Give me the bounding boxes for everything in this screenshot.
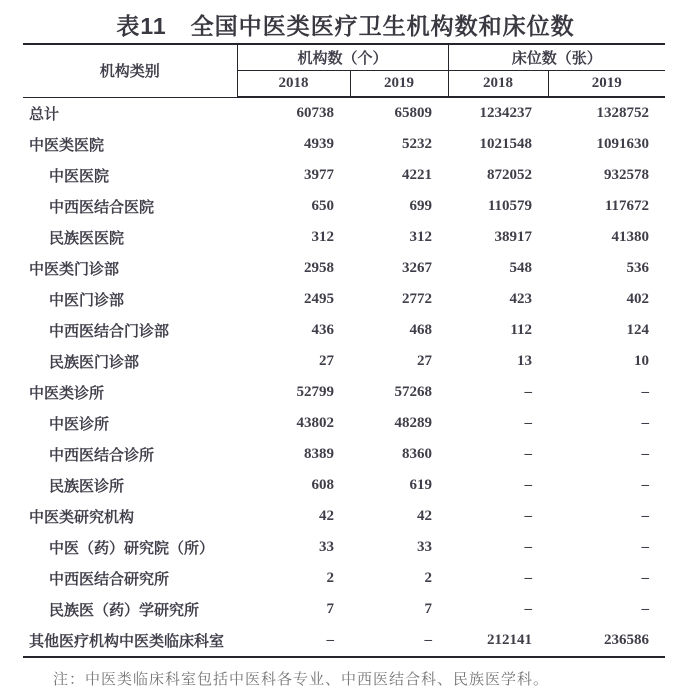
row-label: 中医（药）研究院（所） [49, 540, 215, 557]
table-row [23, 501, 665, 532]
table-row [23, 532, 665, 563]
header-group-row [23, 44, 665, 71]
cell-value: 4939 [304, 136, 334, 152]
table-row [23, 97, 665, 129]
row-label: 中医类诊所 [29, 385, 105, 402]
table-row [23, 284, 665, 315]
cell-value: – [424, 632, 433, 648]
row-label: 中医类研究机构 [29, 509, 135, 526]
row-label: 中西医结合医院 [49, 199, 155, 216]
cell-value: 27 [417, 353, 433, 369]
row-label: 中医类医院 [29, 137, 105, 154]
row-label: 中西医结合研究所 [49, 571, 170, 588]
cell-value: – [641, 539, 650, 555]
cell-value: 1091630 [596, 136, 650, 152]
statistics-table [23, 43, 665, 658]
cell-value: 872052 [487, 167, 533, 183]
cell-value: 2 [424, 570, 433, 586]
table-row [23, 346, 665, 377]
row-label: 中医医院 [49, 168, 110, 185]
cell-value: 8389 [304, 446, 334, 462]
cell-value: – [641, 601, 650, 617]
cell-value: 60738 [296, 105, 334, 121]
cell-value: 41380 [611, 229, 650, 245]
table-row [23, 222, 665, 253]
table-row [23, 315, 665, 346]
cell-value: 33 [417, 539, 433, 555]
table-row [23, 129, 665, 160]
cell-value: – [641, 415, 650, 431]
footnote: 注：中医类临床科室包括中医科各专业、中西医结合科、民族医学科。 [53, 672, 550, 688]
cell-value: 33 [319, 539, 334, 555]
row-label: 中医类门诊部 [29, 261, 120, 278]
table-row [23, 191, 665, 222]
row-label: 民族医门诊部 [49, 354, 140, 371]
cell-value: – [326, 632, 334, 648]
cell-value: 402 [626, 291, 650, 307]
cell-value: 65809 [394, 105, 433, 121]
cell-value: – [641, 384, 650, 400]
cell-value: 110579 [487, 198, 533, 214]
cell-value: – [641, 446, 650, 462]
cell-value: 48289 [394, 415, 433, 431]
cell-value: 1328752 [596, 105, 650, 121]
cell-value: 2958 [304, 260, 334, 276]
cell-value: 619 [409, 477, 433, 493]
cell-value: 3267 [402, 260, 433, 276]
cell-value: 536 [626, 260, 650, 276]
cell-value: 7 [326, 601, 334, 617]
cell-value: 43802 [296, 415, 334, 431]
cell-value: 436 [311, 322, 334, 338]
cell-value: 57268 [394, 384, 433, 400]
cell-value: 1021548 [479, 136, 533, 152]
row-label: 民族医医院 [49, 230, 125, 247]
cell-value: 7 [424, 601, 433, 617]
cell-value: 312 [311, 229, 334, 245]
cell-value: 699 [409, 198, 433, 214]
cell-value: 4221 [402, 167, 433, 183]
cell-value: 117672 [604, 198, 650, 214]
cell-value: – [524, 601, 533, 617]
cell-value: – [524, 570, 533, 586]
cell-value: 124 [626, 322, 650, 338]
table-row [23, 470, 665, 501]
table-row [23, 253, 665, 284]
table-row [23, 563, 665, 594]
cell-value: 3977 [304, 167, 334, 183]
cell-value: 27 [319, 353, 334, 369]
cell-value: 2 [326, 570, 334, 586]
cell-value: – [641, 570, 650, 586]
row-label: 民族医（药）学研究所 [49, 602, 200, 619]
year-header: 2018 [448, 71, 548, 98]
year-header: 2019 [548, 71, 665, 98]
cell-value: 608 [311, 477, 334, 493]
cell-value: 8360 [402, 446, 433, 462]
table-row [23, 160, 665, 191]
cell-value: – [641, 477, 650, 493]
cell-value: 42 [319, 508, 334, 524]
row-label: 中医诊所 [49, 416, 110, 433]
cell-value: 236586 [604, 632, 650, 648]
table-header [23, 44, 665, 97]
category-header-cell: 机构类别 [23, 44, 237, 97]
cell-value: – [524, 539, 533, 555]
cell-value: 548 [509, 260, 533, 276]
beds-group-header: 床位数（张） [448, 44, 665, 71]
table-row [23, 408, 665, 439]
cell-value: 312 [409, 229, 433, 245]
year-header: 2018 [237, 71, 350, 98]
cell-value: 212141 [487, 632, 533, 648]
cell-value: 2772 [402, 291, 433, 307]
table-row [23, 439, 665, 470]
row-label: 中西医结合门诊部 [49, 323, 170, 340]
cell-value: 42 [417, 508, 433, 524]
cell-value: – [524, 446, 533, 462]
cell-value: 52799 [296, 384, 334, 400]
cell-value: 5232 [402, 136, 433, 152]
cell-value: – [524, 508, 533, 524]
cell-value: 38917 [494, 229, 533, 245]
cell-value: – [524, 384, 533, 400]
cell-value: – [641, 508, 650, 524]
cell-value: 423 [509, 291, 533, 307]
row-label: 民族医诊所 [49, 478, 125, 495]
cell-value: 932578 [604, 167, 650, 183]
cell-value: 2495 [304, 291, 334, 307]
cell-value: – [524, 415, 533, 431]
cell-value: 112 [510, 322, 533, 338]
table-row [23, 594, 665, 625]
table-row [23, 625, 665, 657]
cell-value: 13 [517, 353, 533, 369]
cell-value: 468 [409, 322, 433, 338]
row-label: 中医门诊部 [49, 292, 125, 309]
table-title: 表11 全国中医类医疗卫生机构数和床位数 [116, 13, 575, 39]
row-label: 总计 [29, 105, 60, 123]
row-label: 中西医结合诊所 [49, 447, 155, 464]
table-body [23, 97, 665, 657]
cell-value: 1234237 [479, 105, 533, 121]
row-label: 其他医疗机构中医类临床科室 [29, 633, 225, 650]
cell-value: – [524, 477, 533, 493]
table-row [23, 377, 665, 408]
institutions-group-header: 机构数（个） [237, 44, 448, 71]
cell-value: 650 [311, 198, 334, 214]
year-header: 2019 [350, 71, 448, 98]
cell-value: 10 [634, 353, 650, 369]
